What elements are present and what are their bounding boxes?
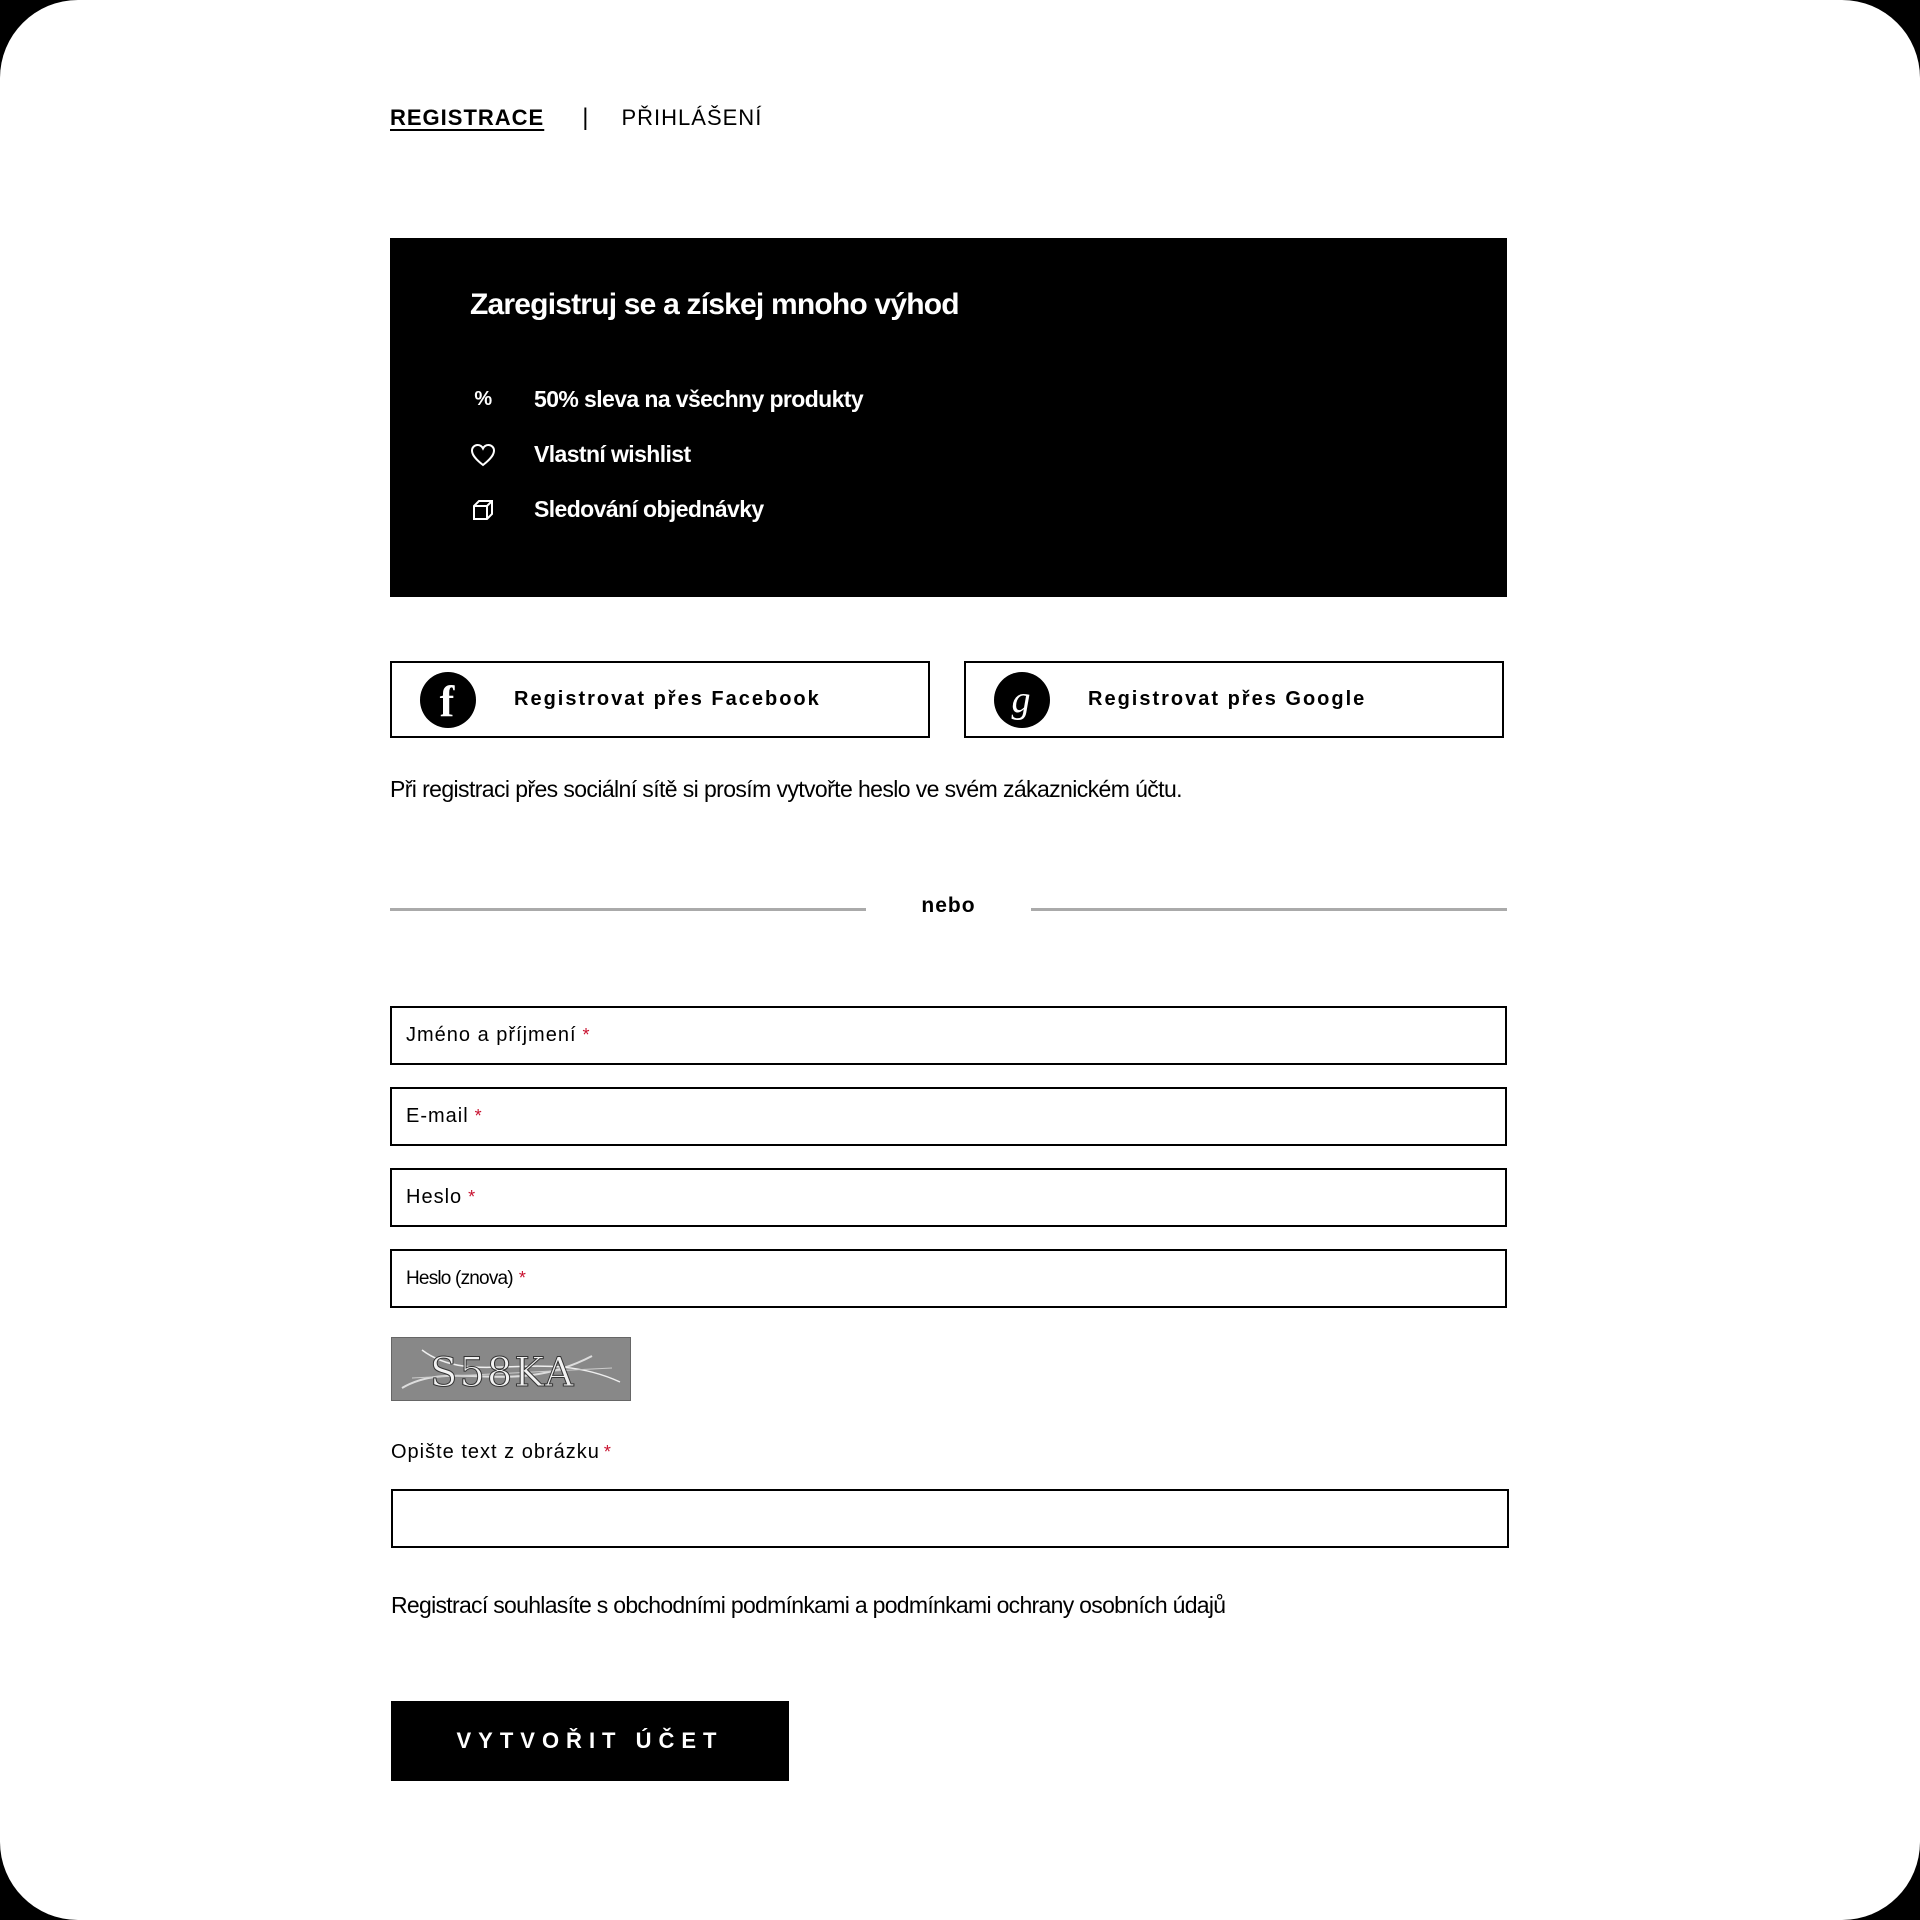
divider-line-left	[390, 908, 866, 911]
name-field-label: Jméno a příjmení	[406, 1024, 577, 1046]
tab-separator: |	[582, 104, 590, 131]
required-mark: *	[474, 1106, 483, 1126]
divider-text: nebo	[921, 894, 976, 917]
email-field-label: E-mail	[406, 1105, 469, 1127]
captcha-image	[391, 1337, 631, 1401]
heart-icon	[470, 442, 496, 468]
captcha-input[interactable]	[391, 1489, 1509, 1548]
benefit-label: 50% sleva na všechny produkty	[534, 386, 864, 412]
auth-tabs	[390, 104, 762, 132]
captcha-text: S58KA	[430, 1350, 576, 1396]
benefit-item-tracking	[470, 496, 764, 523]
password-field-label: Heslo	[406, 1186, 463, 1208]
divider-line-right	[1031, 908, 1507, 911]
facebook-icon: f	[420, 672, 476, 728]
email-field[interactable]	[390, 1087, 1507, 1146]
required-mark: *	[518, 1268, 527, 1288]
google-button-label: Registrovat přes Google	[1088, 688, 1367, 710]
tab-register[interactable]: REGISTRACE	[390, 105, 545, 130]
benefit-label: Vlastní wishlist	[534, 441, 691, 467]
captcha-label-text: Opište text z obrázku	[391, 1441, 600, 1463]
benefit-item-wishlist	[470, 441, 691, 468]
social-password-note: Při registraci přes sociální sítě si prosím vytvořte heslo ve svém zákaznickém účtu.	[390, 776, 1182, 802]
box-icon	[470, 497, 496, 523]
benefits-title: Zaregistruj se a získej mnoho výhod	[470, 288, 959, 321]
create-account-button[interactable]: VYTVOŘIT ÚČET	[391, 1701, 789, 1781]
google-icon: g	[994, 672, 1050, 728]
name-field[interactable]	[390, 1006, 1507, 1065]
facebook-button-label: Registrovat přes Facebook	[514, 688, 821, 710]
required-mark: *	[582, 1025, 591, 1045]
captcha-label	[391, 1441, 612, 1464]
required-mark: *	[468, 1187, 477, 1207]
password-field[interactable]	[390, 1168, 1507, 1227]
benefits-banner	[390, 238, 1507, 597]
benefit-item-discount	[470, 386, 863, 413]
tab-login[interactable]: PŘIHLÁŠENÍ	[621, 105, 763, 130]
terms-text: Registrací souhlasíte s obchodními podmínkami a podmínkami ochrany osobních údajů	[391, 1592, 1226, 1618]
password-confirm-field[interactable]	[390, 1249, 1507, 1308]
benefit-label: Sledování objednávky	[534, 496, 764, 522]
register-facebook-button[interactable]	[390, 661, 930, 738]
percent-icon: %	[474, 388, 492, 410]
password-confirm-field-label: Heslo (znova)	[406, 1267, 513, 1289]
required-mark: *	[603, 1442, 612, 1462]
register-google-button[interactable]	[964, 661, 1504, 738]
